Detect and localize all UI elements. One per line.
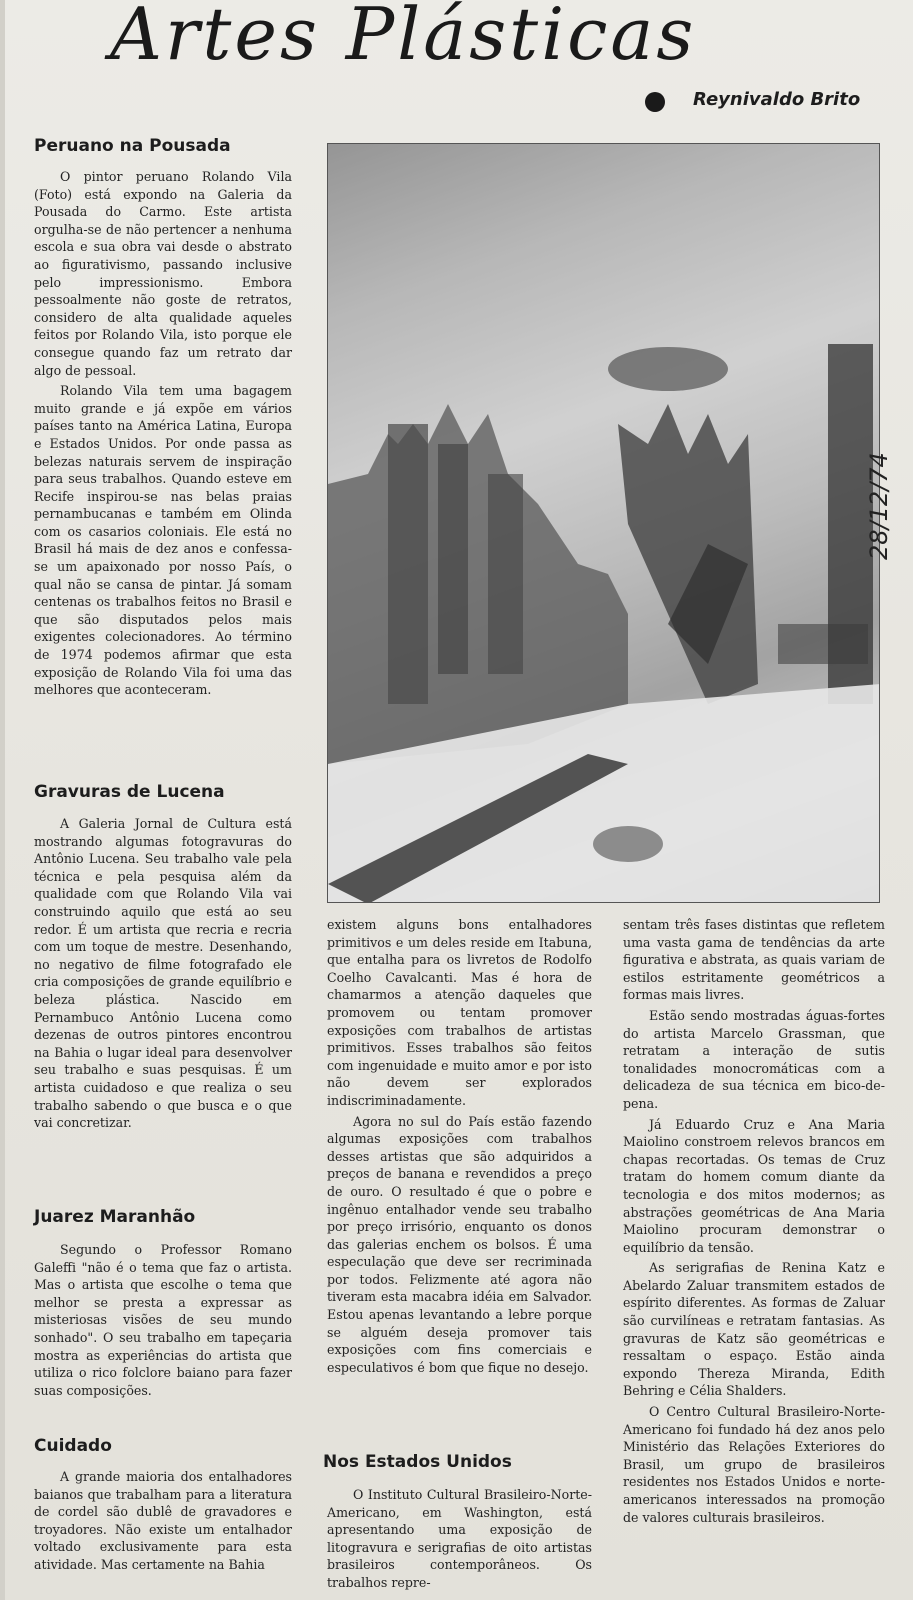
paragraph: O Instituto Cultural Brasileiro-Norte-Americano, em Washington, está apresentando uma exposição de litogravura e serigrafias de oito artistas brasileiros contemporâneos. Os trabalhos repre- [327, 1487, 592, 1590]
article-eua [327, 1486, 592, 1595]
paragraph: existem alguns bons entalhadores primitivos e um deles reside em Itabuna, que entalha para os livretos de Rodolfo Coelho Cavalcanti. Mas é hora de chamarmos a atenção daqueles que promovem ou tentam promover exposições com trabalhos de artistas primitivos. Esses trabalhos são feitos com ingenuidade e muito amor e por isto não devem ser explorados indiscriminadamente. [327, 917, 592, 1108]
heading-juarez: Juarez Maranhão [34, 1207, 196, 1227]
paragraph: A grande maioria dos entalhadores baianos que trabalham para a literatura de cordel são dublê de gravadores e troyadores. Não existe um entalhador voltado exclusivamente para esta atividade. Mas certamente na Bahia [34, 1469, 292, 1572]
paragraph: Estão sendo mostradas águas-fortes do artista Marcelo Grassman, que retratam a interação de sutis tonalidades monocromáticas com a delicadeza de sua técnica em bico-de-pena. [623, 1007, 885, 1111]
paragraph: A Galeria Jornal de Cultura está mostrando algumas fotogravuras do Antônio Lucena. Seu trabalho vale pela técnica e pela pesquisa além da qualidade com que Rolando Vila vai construindo aquilo que está ao seu redor. É um artista que recria e recria com um toque de mestre. Desenhando, no negativo de filme fotografado ele cria composições de grande equilíbrio e beleza plástica. Nascido em Pernambuco Antônio Lucena como dezenas de outros pintores encontrou na Bahia o lugar ideal para desenvolver seu trabalho e suas pesquisas. É um artista cuidadoso e que realiza o seu trabalho sabendo o que busca e o que vai concretizar. [34, 816, 292, 1131]
heading-eua: Nos Estados Unidos [323, 1452, 512, 1472]
paragraph: Agora no sul do País estão fazendo algumas exposições com trabalhos desses artistas que são adquiridos a preços de banana e revendidos a preço de ouro. O resultado é que o pobre e ingênuo entalhador vende seu trabalho por preço irrisório, enquanto os donos das galerias enchem os bolsos. É uma especulação que deve ser recriminada por todos. Felizmente até agora não tiveram esta macabra idéia em Salvador. Estou apenas levantando a lebre porque se alguém deseja promover tais exposições com fins comerciais e especulativos é bom que fique no desejo. [327, 1113, 592, 1375]
article-gravuras [34, 815, 292, 1135]
paragraph: sentam três fases distintas que refletem uma vasta gama de tendências da arte figurativa e abstrata, as quais variam de estilos estritamente geométricos a formas mais livres. [623, 917, 885, 1003]
heading-gravuras: Gravuras de Lucena [34, 782, 225, 802]
article-cuidado [34, 1468, 292, 1577]
paragraph: Já Eduardo Cruz e Ana Maria Maiolino constroem relevos brancos em chapas recortadas. Os temas de Cruz tratam do homem comum diante da tecnologia e dos mitos modernos; as abstrações geométricas de Ana Maria Maiolino procuram demonstrar o equilíbrio da tensão. [623, 1116, 885, 1255]
paragraph: O Centro Cultural Brasileiro-Norte-Americano foi fundado há dez anos pelo Ministério das Relações Exteriores do Brasil, um grupo de brasileiros residentes nos Estados Unidos e norte-americanos interessados na promoção de valores culturais brasileiros. [623, 1404, 885, 1525]
article-juarez [34, 1241, 292, 1402]
article-col3 [623, 916, 885, 1529]
paragraph: Rolando Vila tem uma bagagem muito grande e já expõe em vários países tanto na América Latina, Europa e Estados Unidos. Por onde passa as belezas naturais servem de inspiração para seus trabalhos. Quando esteve em Recife inspirou-se nas belas praias pernambucanas e também em Olinda com os casarios coloniais. Ele está no Brasil há mais de dez anos e confessa-se um apaixonado por nosso País, o qual não se cansa de pintar. Já somam centenas os trabalhos feitos no Brasil e que são disputados pelos mais exigentes colecionadores. Ao término de 1974 podemos afirmar que esta exposição de Rolando Vila foi uma das melhores que aconteceram. [34, 383, 292, 698]
byline-author: Reynivaldo Brito [693, 89, 861, 110]
paragraph: O pintor peruano Rolando Vila (Foto) está expondo na Galeria da Pousada do Carmo. Este artista orgulha-se de não pertencer a nenhuma escola e sua obra vai desde o abstrato ao figurativismo, passando inclusive pelo impressionismo. Embora pessoalmente não goste de retratos, considero de alta qualidade aqueles feitos por Rolando Vila, isto porque ele consegue quando faz um retrato dar algo de pessoal. [34, 169, 292, 378]
heading-cuidado: Cuidado [34, 1436, 112, 1456]
article-peruano [34, 168, 292, 702]
page-edge [0, 0, 5, 1600]
heading-peruano: Peruano na Pousada [34, 136, 231, 156]
artwork-illustration [328, 144, 880, 903]
article-col2 [327, 916, 592, 1379]
artwork-photo [327, 143, 880, 903]
paragraph: As serigrafias de Renina Katz e Abelardo Zaluar transmitem estados de espírito diferentes. As formas de Zaluar são curvilíneas e retratam fantasias. As gravuras de Katz são geométricas e ressaltam o espaço. Estão ainda expondo Thereza Miranda, Edith Behring e Célia Shalders. [623, 1260, 885, 1399]
byline-bullet-icon [645, 92, 665, 112]
paragraph: Segundo o Professor Romano Galeffi "não é o tema que faz o artista. Mas o artista que escolhe o tema que melhor se presta a expressar as misteriosas visões de seu mundo sonhado". O seu trabalho em tapeçaria mostra as experiências do artista que utiliza o rico folclore baiano para fazer suas composições. [34, 1242, 292, 1398]
masthead-title: Artes Plásticas [110, 0, 697, 76]
handwritten-date: 28/12/74 [865, 452, 893, 560]
